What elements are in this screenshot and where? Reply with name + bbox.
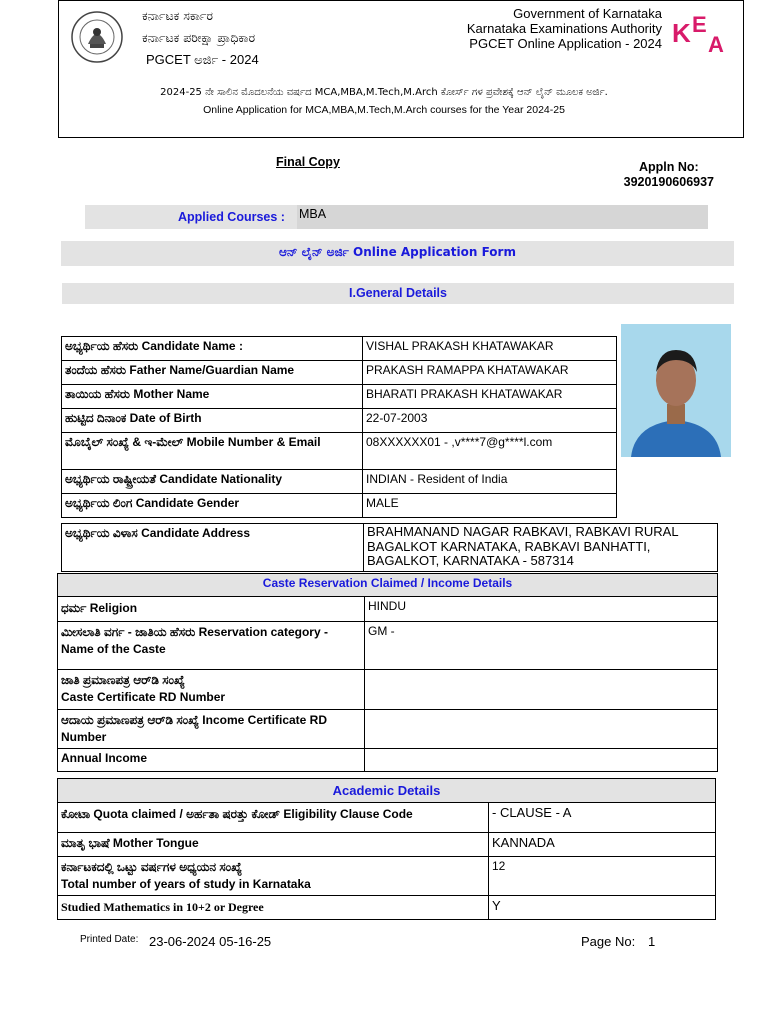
appln-number: 3920190606937 bbox=[623, 175, 714, 189]
annual-income-value bbox=[365, 749, 718, 772]
table-row bbox=[62, 433, 617, 470]
quota-label: ಕೋಟಾ Quota claimed / ಅರ್ಹತಾ ಷರತ್ತು ಕೋಡ್ Eligibility Clause Code bbox=[58, 803, 489, 833]
address-label: ಅಭ್ಯರ್ಥಿಯ ವಿಳಾಸ Candidate Address bbox=[62, 524, 364, 572]
header-kannada-line1: ಕರ್ನಾಟಕ ಸರ್ಕಾರ bbox=[142, 8, 213, 23]
page-no-label: Page No: bbox=[581, 934, 636, 949]
academic-table bbox=[57, 778, 716, 920]
karnataka-seal-icon bbox=[70, 10, 124, 64]
header-kannada-line2: ಕರ್ನಾಟಕ ಪರೀಕ್ಷಾ ಪ್ರಾಧಿಕಾರ bbox=[142, 30, 256, 45]
caste-cert-value bbox=[365, 670, 718, 710]
subtitle-english: Online Application for MCA,MBA,M.Tech,M.Arch courses for the Year 2024-25 bbox=[203, 104, 565, 116]
appln-label: Appln No: bbox=[638, 160, 699, 174]
candidate-name-value: VISHAL PRAKASH KHATAWAKAR bbox=[363, 337, 617, 361]
gender-value: MALE bbox=[363, 494, 617, 518]
dob-value: 22-07-2003 bbox=[363, 409, 617, 433]
table-row bbox=[58, 857, 716, 896]
table-row bbox=[58, 597, 718, 622]
address-line2: BAGALKOT KARNATAKA, RABKAVI BANHATTI, bbox=[367, 538, 651, 554]
kea-logo-icon bbox=[672, 10, 728, 56]
general-details-table bbox=[61, 336, 617, 518]
printed-date-value: 23-06-2024 05-16-25 bbox=[149, 934, 272, 949]
gov-line3: PGCET Online Application - 2024 bbox=[469, 36, 662, 51]
table-row bbox=[58, 710, 718, 749]
quota-value: - CLAUSE - A bbox=[489, 803, 716, 833]
address-line1: BRAHMANAND NAGAR RABKAVI, RABKAVI RURAL bbox=[367, 524, 679, 539]
academic-section-title: Academic Details bbox=[58, 779, 716, 803]
reservation-label-line2: Name of the Caste bbox=[61, 642, 166, 656]
appln-number-block bbox=[624, 160, 714, 190]
address-value bbox=[364, 524, 718, 572]
mother-tongue-value: KANNADA bbox=[489, 833, 716, 857]
maths-value: Y bbox=[489, 896, 716, 920]
caste-cert-label bbox=[58, 670, 365, 710]
father-name-label: ತಂದೆಯ ಹೆಸರು Father Name/Guardian Name bbox=[62, 361, 363, 385]
religion-label: ಧರ್ಮ Religion bbox=[58, 597, 365, 622]
svg-text:A: A bbox=[708, 32, 724, 56]
years-study-label-line2: Total number of years of study in Karnataka bbox=[61, 877, 311, 891]
years-study-value: 12 bbox=[489, 857, 716, 896]
applied-courses-label: Applied Courses : bbox=[178, 210, 285, 224]
reservation-label-line1: ಮೀಸಲಾತಿ ವರ್ಗ - ಜಾತಿಯ ಹೆಸರು Reservation category - bbox=[61, 625, 328, 639]
caste-table bbox=[57, 573, 718, 772]
final-copy-label: Final Copy bbox=[276, 155, 340, 169]
income-cert-value bbox=[365, 710, 718, 749]
applied-courses-value: MBA bbox=[299, 207, 327, 221]
mother-tongue-label: ಮಾತೃ ಭಾಷೆ Mother Tongue bbox=[58, 833, 489, 857]
candidate-photo bbox=[621, 324, 731, 457]
religion-value: HINDU bbox=[365, 597, 718, 622]
section1-title: I.General Details bbox=[349, 286, 447, 300]
person-photo-icon bbox=[621, 324, 731, 457]
form-title: ಆನ್ ಲೈನ್ ಅರ್ಜಿ Online Application Form bbox=[279, 245, 516, 259]
annual-income-label: Annual Income bbox=[58, 749, 365, 772]
income-cert-label-line1: ಆದಾಯ ಪ್ರಮಾಣಪತ್ರ ಆರ್‌ಡಿ ಸಂಖ್ಯೆ Income Certificate RD bbox=[61, 713, 328, 727]
nationality-value: INDIAN - Resident of India bbox=[363, 470, 617, 494]
reservation-label bbox=[58, 622, 365, 670]
table-row bbox=[58, 896, 716, 920]
mother-name-value: BHARATI PRAKASH KHATAWAKAR bbox=[363, 385, 617, 409]
table-row bbox=[62, 494, 617, 518]
table-row bbox=[58, 779, 716, 803]
svg-text:E: E bbox=[692, 12, 707, 37]
nationality-label: ಅಭ್ಯರ್ಥಿಯ ರಾಷ್ಟ್ರೀಯತೆ Candidate Nationality bbox=[62, 470, 363, 494]
table-row bbox=[58, 574, 718, 597]
table-row bbox=[62, 385, 617, 409]
gender-label: ಅಭ್ಯರ್ಥಿಯ ಲಿಂಗ Candidate Gender bbox=[62, 494, 363, 518]
table-row bbox=[58, 749, 718, 772]
dob-label: ಹುಟ್ಟಿದ ದಿನಾಂಕ Date of Birth bbox=[62, 409, 363, 433]
table-row bbox=[62, 524, 718, 572]
mother-name-label: ತಾಯಿಯ ಹೆಸರು Mother Name bbox=[62, 385, 363, 409]
table-row bbox=[58, 622, 718, 670]
table-row bbox=[62, 337, 617, 361]
reservation-value: GM - bbox=[365, 622, 718, 670]
applied-courses-value-bg bbox=[297, 205, 708, 229]
table-row bbox=[62, 409, 617, 433]
printed-date-label: Printed Date: bbox=[80, 934, 139, 945]
caste-section-title: Caste Reservation Claimed / Income Details bbox=[58, 574, 718, 597]
table-row bbox=[58, 670, 718, 710]
maths-label: Studied Mathematics in 10+2 or Degree bbox=[58, 896, 489, 920]
mobile-email-value: 08XXXXXX01 - ,v****7@g****l.com bbox=[363, 433, 617, 470]
table-row bbox=[62, 361, 617, 385]
gov-line1: Government of Karnataka bbox=[513, 6, 662, 21]
mobile-email-label: ಮೊಬೈಲ್ ಸಂಖ್ಯೆ & ಇ-ಮೇಲ್ Mobile Number & Email bbox=[62, 433, 363, 470]
father-name-value: PRAKASH RAMAPPA KHATAWAKAR bbox=[363, 361, 617, 385]
address-line3: BAGALKOT, KARNATAKA - 587314 bbox=[367, 553, 574, 568]
table-row bbox=[58, 803, 716, 833]
page-no-value: 1 bbox=[648, 934, 656, 949]
svg-text:K: K bbox=[672, 18, 691, 48]
years-study-label-line1: ಕರ್ನಾಟಕದಲ್ಲಿ ಒಟ್ಟು ವರ್ಷಗಳ ಅಧ್ಯಯನ ಸಂಖ್ಯೆ bbox=[61, 860, 242, 874]
caste-cert-label-line1: ಜಾತಿ ಪ್ರಮಾಣಪತ್ರ ಆರ್‌ಡಿ ಸಂಖ್ಯೆ bbox=[61, 673, 185, 687]
table-row bbox=[58, 833, 716, 857]
caste-cert-label-line2: Caste Certificate RD Number bbox=[61, 690, 226, 704]
header-kannada-line3: PGCET ಅರ್ಜಿ - 2024 bbox=[146, 52, 259, 67]
address-table bbox=[61, 523, 718, 572]
income-cert-label bbox=[58, 710, 365, 749]
table-row bbox=[62, 470, 617, 494]
years-study-label bbox=[58, 857, 489, 896]
income-cert-label-line2: Number bbox=[61, 730, 107, 744]
gov-line2: Karnataka Examinations Authority bbox=[466, 21, 662, 36]
subtitle-kannada: 2024-25 ನೇ ಸಾಲಿನ ಮೊದಲನೆಯ ವರ್ಷದ MCA,MBA,M.Tech,M.Arch ಕೋರ್ಸ್ ಗಳ ಪ್ರವೇಶಕ್ಕೆ ಆನ್ ಲೈನ್ ಮೂಲಕ ಅರ್ಜಿ. bbox=[160, 87, 608, 98]
candidate-name-label: ಅಭ್ಯರ್ಥಿಯ ಹೆಸರು Candidate Name : bbox=[62, 337, 363, 361]
